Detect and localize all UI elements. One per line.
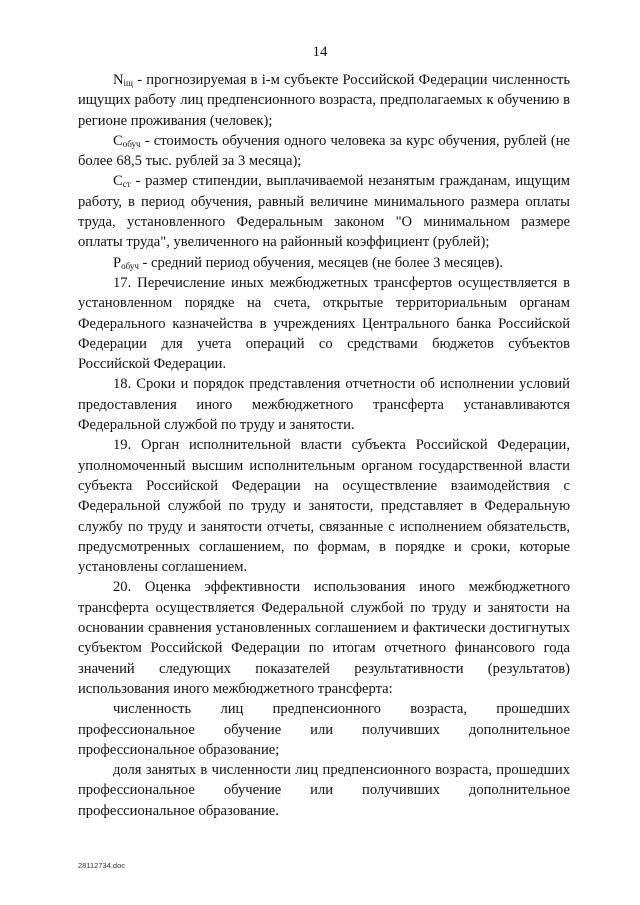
formula-subscript: ст [122,179,131,190]
paragraph-text: - стоимость обучения одного человека за курс обучения, рублей (не более 68,5 тыс. рублей за 3 месяца); [78,132,570,170]
formula-subscript: iщ [123,78,133,88]
paragraph-p-obuch [78,253,570,273]
formula-symbol: N [113,72,124,88]
formula-symbol: С [113,173,123,190]
footer-file-code: 28112734.doc [78,861,125,870]
paragraph-c-st [78,171,570,252]
formula-symbol: С [113,132,123,149]
paragraph-n-ishch [78,70,570,131]
document-body [78,70,570,821]
paragraph-18: 18. Сроки и порядок представления отчетности об исполнении условий предоставления иного межбюджетного трансферта устанавливаются Федеральной службой по труду и занятости. [78,376,570,434]
paragraph-19: 19. Орган исполнительной власти субъекта Российской Федерации, уполномоченный высшим исполнительным органом государственной власти субъекта Российской Федерации на осуществление взаимодействия с Федеральной службой по труду и занятости, представляет в Федеральную службу по труду и занятости отчеты, связанные с исполнением обязательств, предусмотренных соглашением, по формам, в порядке и сроки, которые установлены соглашением. [78,437,570,576]
paragraph-20: 20. Оценка эффективности использования иного межбюджетного трансферта осуществляется Федеральной службой по труду и занятости на основании сравнения установленных соглашением и фактически достигнутых субъектом Российской Федерации по итогам отчетного финансового года значений следующих показателей результативности (результатов) использования иного межбюджетного трансферта: [78,579,570,697]
formula-subscript: обуч [121,260,139,271]
paragraph-c-obuch [78,131,570,172]
paragraph-text: - средний период обучения, месяцев (не более 3 месяцев). [138,254,504,271]
formula-symbol: Р [113,254,122,271]
page-number: 14 [312,44,328,60]
formula-subscript: обуч [122,138,141,149]
paragraph-text: - размер стипендии, выплачиваемой незанятым гражданам, ищущим работу, в период обучения, равный величине минимального размера оплаты труда, установленного Федеральным законом "О минимальном размере оплаты труда", увеличенного на районный коэффициент (рублей); [78,173,570,251]
indicator-item-share: доля занятых в численности лиц предпенсионного возраста, прошедших профессиональное обучение или получивших дополнительное профессиональное образование. [78,762,570,819]
paragraph-17: 17. Перечисление иных межбюджетных трансфертов осуществляется в установленном порядке на счета, открытые территориальным органам Федерального казначейства в учреждениях Центрального банка Российской Федерации для учета операций со средствами бюджетов субъектов Российской Федерации. [78,274,570,373]
indicator-item-count: численность лиц предпенсионного возраста, прошедших профессиональное обучение или получивших дополнительное профессиональное образование; [78,701,570,758]
paragraph-text: - прогнозируемая в i-м субъекте Российской Федерации численность ищущих работу лиц предпенсионного возраста, предполагаемых к обучению в регионе проживания (человек); [78,72,570,129]
